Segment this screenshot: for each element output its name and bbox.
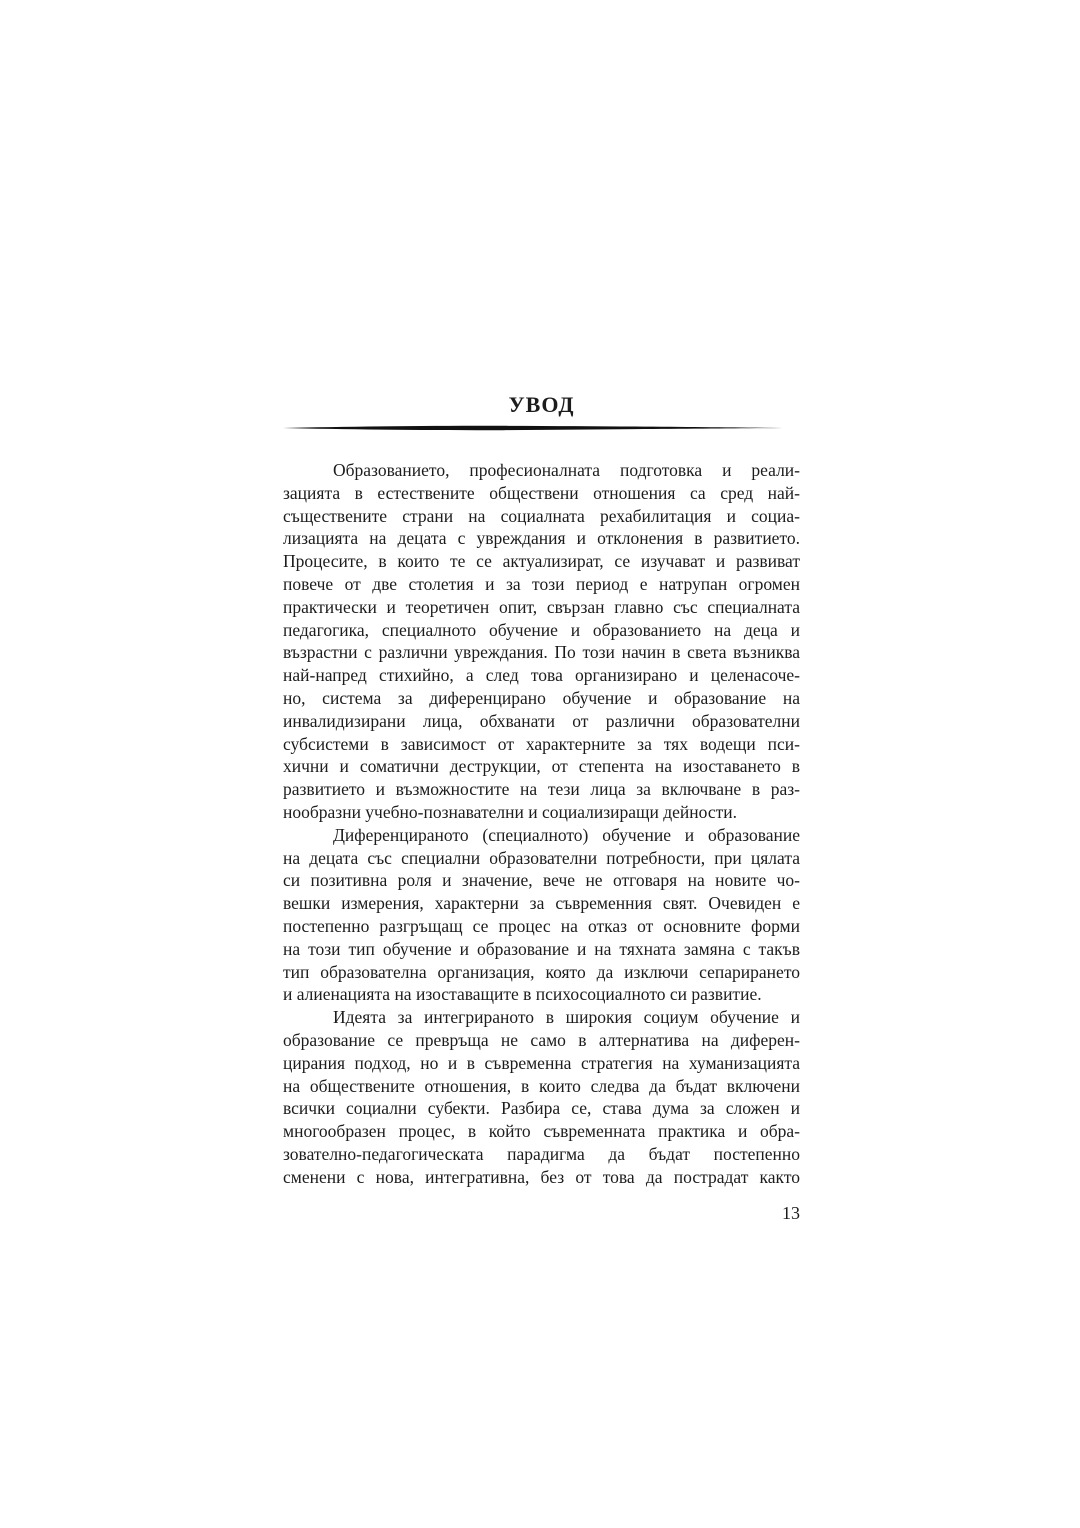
text-line: цирания подход, но и в съвременна стратегия на хуманизацията [283,1052,800,1073]
chapter-title: УВОД [508,392,575,417]
ornamental-rule [283,424,783,432]
text-line: многообразен процес, в който съвременната практика и обра- [283,1121,800,1142]
text-line: педагогика, специалното обучение и образованието на деца и [283,619,800,640]
text-line: всички социални субекти. Разбира се, става дума за сложен и [283,1098,800,1119]
text-line: развитието и възможностите на тези лица за включване в раз- [283,779,800,800]
paragraph-1 [283,459,800,824]
text-line: съществените страни на социалната рехабилитация и социа- [283,505,800,526]
text-line: нообразни учебно-познавателни и социализиращи дейности. [283,801,737,822]
text-line: зацията в естествените обществени отношения са сред най- [283,482,800,503]
text-line: образование се превръща не само в алтернатива на диферен- [283,1029,800,1050]
paragraph-3 [283,1006,800,1188]
text-line: на обществените отношения, в които следва да бъдат включени [283,1075,800,1096]
text-line: лизацията на децата с увреждания и отклонения в развитието. [283,528,800,549]
text-line: постепенно разгръщащ се процес на отказ от основните форми [283,915,800,936]
text-line: на този тип обучение и образование и на тяхната замяна с такъв [283,938,800,959]
text-line: си позитивна роля и значение, вече не отговаря на новите чо- [283,870,800,891]
text-line: Процесите, в които те се актуализират, се изучават и развиват [283,551,800,572]
text-line: инвалидизирани лица, обхванати от различни образователни [283,710,800,731]
text-line: тип образователна организация, която да изключи сепарирането [283,961,800,982]
text-line: възрастни с различни увреждания. По този начин в света възниква [283,642,800,663]
text-line: но, система за диференцирано обучение и образование на [283,687,800,708]
text-line: практически и теоретичен опит, свързан главно със специалната [283,596,800,617]
text-line: Образованието, професионалната подготовка и реали- [333,460,800,480]
text-line: зователно-педагогическата парадигма да бъдат постепенно [283,1143,800,1164]
page-number: 13 [782,1203,800,1223]
text-line: Идеята за интегрираното в широкия социум обучение и [333,1007,800,1028]
text-line: сменени с нова, интегративна, без от това да пострадат както [283,1166,800,1187]
body-text [283,459,800,1189]
text-line: хични и соматични деструкции, от степента на изоставането в [283,756,800,777]
text-line: повече от две столетия и за този период е натрупан огромен [283,573,800,594]
text-line: и алиенацията на изоставащите в психосоциалното си развитие. [283,984,762,1005]
text-line: на децата със специални образователни потребности, при цялата [283,847,800,868]
text-line: вешки измерения, характерни за съвременния свят. Очевиден е [283,893,800,914]
text-line: субсистеми в зависимост от характерните за тях водещи пси- [283,733,800,754]
text-line: Диференцираното (специалното) обучение и образование [333,824,800,845]
paragraph-2 [283,824,800,1006]
text-line: най-напред стихийно, а след това организирано и целенасоче- [283,665,800,686]
